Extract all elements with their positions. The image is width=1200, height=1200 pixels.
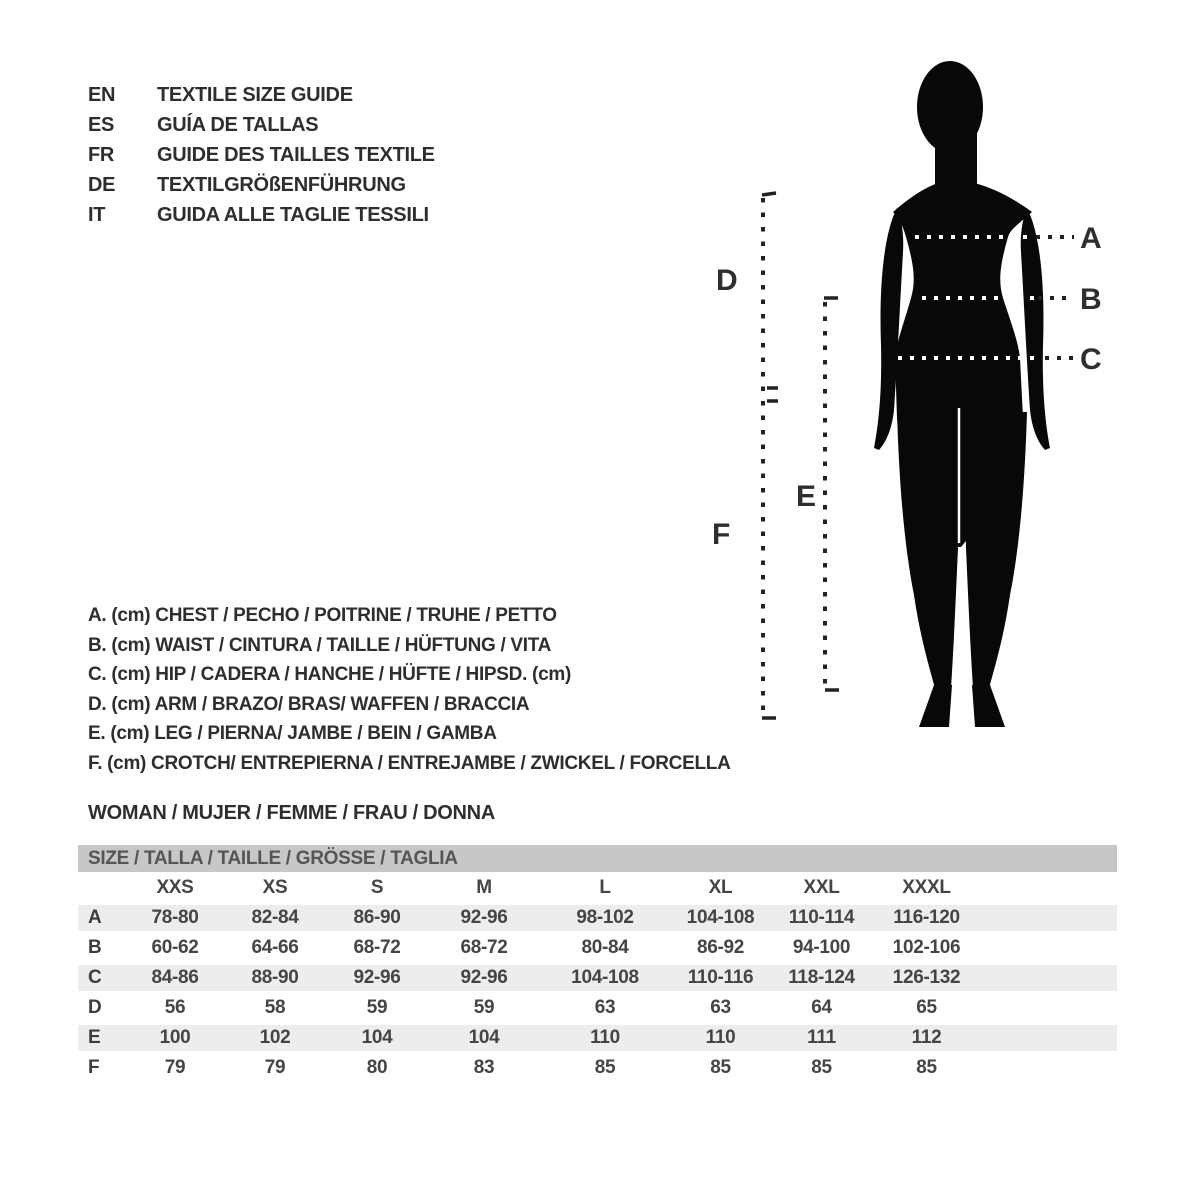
- vertical-measure-lines: [762, 193, 839, 718]
- measure-label-arm: D: [716, 264, 738, 297]
- guide-title-en: TEXTILE SIZE GUIDE: [157, 84, 353, 106]
- legend-line-hip: C. (cm) HIP / CADERA / HANCHE / HÜFTE / HIPSD. (cm): [88, 664, 571, 686]
- legend-line-leg: E. (cm) LEG / PIERNA/ JAMBE / BEIN / GAMBA: [88, 723, 497, 745]
- measurement-legend: [88, 601, 731, 779]
- size-value: 58: [264, 997, 286, 1018]
- size-value: 104-108: [571, 967, 639, 988]
- filler-cell: [980, 1053, 1117, 1083]
- size-value: 104: [361, 1027, 393, 1048]
- table-row-hip: [78, 963, 1117, 993]
- table-row-waist: [78, 933, 1117, 963]
- row-label: D: [88, 997, 102, 1018]
- size-value: 92-96: [460, 907, 508, 928]
- size-value: 68-72: [353, 937, 401, 958]
- size-value: 79: [264, 1057, 286, 1078]
- column-header-xxs: XXS: [156, 877, 194, 898]
- size-value: 86-92: [696, 937, 745, 958]
- column-header-l: L: [599, 877, 611, 898]
- language-code: DE: [88, 174, 116, 196]
- size-header-bar: [78, 845, 1117, 872]
- table-title: WOMAN / MUJER / FEMME / FRAU / DONNA: [88, 802, 495, 824]
- size-value: 102-106: [892, 937, 961, 958]
- language-row: [88, 80, 435, 110]
- size-value: 88-90: [251, 967, 299, 988]
- language-code: FR: [88, 144, 115, 166]
- language-row: [88, 170, 435, 200]
- legend-line-crotch: F. (cm) CROTCH/ ENTREPIERNA / ENTREJAMBE / ZWICKEL / FORCELLA: [88, 752, 731, 774]
- row-label: B: [88, 937, 102, 958]
- filler-cell: [980, 933, 1117, 963]
- guide-title-it: GUIDA ALLE TAGLIE TESSILI: [157, 204, 429, 226]
- measure-label-leg: E: [796, 480, 817, 513]
- filler-cell: [980, 993, 1117, 1023]
- language-row: [88, 140, 435, 170]
- language-row: [88, 110, 435, 140]
- size-value: 110: [590, 1027, 620, 1048]
- measure-label-crotch: F: [712, 518, 731, 551]
- legend-line-chest: A. (cm) CHEST / PECHO / POITRINE / TRUHE / PETTO: [88, 605, 557, 626]
- body-measurement-diagram: [690, 40, 1160, 780]
- table-row-arm: [78, 993, 1117, 1023]
- size-value: 112: [911, 1027, 942, 1048]
- guide-title-es: GUÍA DE TALLAS: [157, 114, 319, 136]
- size-value: 79: [164, 1057, 186, 1078]
- size-value: 110: [705, 1027, 736, 1048]
- measure-label-waist: B: [1080, 283, 1102, 316]
- column-header-m: M: [476, 877, 492, 898]
- filler-cell: [980, 872, 1117, 903]
- language-code: EN: [88, 84, 116, 106]
- row-label: C: [88, 967, 102, 988]
- size-value: 59: [366, 997, 388, 1018]
- size-value: 102: [259, 1027, 291, 1048]
- size-value: 64-66: [251, 937, 299, 958]
- table-row-chest: [78, 903, 1117, 933]
- size-value: 116-120: [893, 907, 960, 928]
- size-value: 80: [366, 1057, 388, 1078]
- legend-line-arm: D. (cm) ARM / BRAZO/ BRAS/ WAFFEN / BRACCIA: [88, 693, 530, 715]
- size-value: 92-96: [460, 967, 508, 988]
- size-value: 82-84: [251, 907, 299, 928]
- size-value: 78-80: [151, 907, 199, 928]
- column-header-xl: XL: [708, 877, 733, 898]
- size-value: 126-132: [892, 967, 961, 988]
- size-value: 63: [594, 997, 616, 1018]
- size-value: 85: [594, 1057, 616, 1078]
- filler-cell: [980, 963, 1117, 993]
- size-header-label: SIZE / TALLA / TAILLE / GRÖSSE / TAGLIA: [88, 848, 458, 869]
- size-value: 59: [473, 997, 495, 1018]
- size-value: 84-86: [151, 967, 199, 988]
- size-value: 100: [159, 1027, 191, 1048]
- language-code: ES: [88, 114, 115, 136]
- arm-line-top-tick: [762, 193, 776, 195]
- filler-cell: [980, 1023, 1117, 1053]
- column-header-xs: XS: [262, 877, 288, 898]
- language-row: [88, 200, 435, 230]
- size-table: [78, 845, 1117, 1083]
- size-value: 92-96: [353, 967, 401, 988]
- row-label: F: [88, 1057, 100, 1078]
- language-title-block: [88, 80, 435, 230]
- size-value: 110-114: [788, 907, 855, 928]
- size-value: 111: [807, 1027, 836, 1048]
- guide-title-fr: GUIDE DES TAILLES TEXTILE: [157, 144, 435, 166]
- column-header-xxl: XXL: [803, 877, 840, 898]
- size-value: 60-62: [151, 937, 199, 958]
- language-code: IT: [88, 204, 106, 226]
- measure-label-hip: C: [1080, 343, 1102, 376]
- size-value: 85: [710, 1057, 731, 1078]
- size-value: 86-90: [353, 907, 401, 928]
- size-value: 85: [916, 1057, 937, 1078]
- size-value: 63: [710, 997, 731, 1018]
- column-header-xxxl: XXXL: [902, 877, 951, 898]
- size-value: 56: [164, 997, 186, 1018]
- size-value: 98-102: [576, 907, 634, 928]
- size-value: 65: [916, 997, 937, 1018]
- table-row-leg: [78, 1023, 1117, 1053]
- table-row-crotch: [78, 1053, 1117, 1083]
- legend-line-waist: B. (cm) WAIST / CINTURA / TAILLE / HÜFTUNG / VITA: [88, 634, 552, 656]
- row-label: A: [88, 907, 102, 928]
- size-value: 94-100: [792, 937, 851, 958]
- size-value: 104: [468, 1027, 500, 1048]
- corner-cell: [78, 872, 125, 903]
- size-value: 64: [811, 997, 832, 1018]
- size-value: 104-108: [686, 907, 755, 928]
- woman-silhouette: [874, 61, 1050, 727]
- guide-title-de: TEXTILGRÖßENFÜHRUNG: [157, 174, 406, 196]
- size-value: 85: [811, 1057, 832, 1078]
- measure-label-chest: A: [1080, 222, 1102, 255]
- column-header-s: S: [370, 877, 384, 898]
- woman-silhouette-figure: [690, 40, 1160, 780]
- size-value: 80-84: [581, 937, 629, 958]
- row-label: E: [88, 1027, 101, 1048]
- size-value: 118-124: [788, 967, 855, 988]
- size-value: 110-116: [687, 967, 754, 988]
- size-value: 83: [473, 1057, 495, 1078]
- filler-cell: [980, 903, 1117, 933]
- column-header-row: [78, 872, 1117, 903]
- size-value: 68-72: [460, 937, 508, 958]
